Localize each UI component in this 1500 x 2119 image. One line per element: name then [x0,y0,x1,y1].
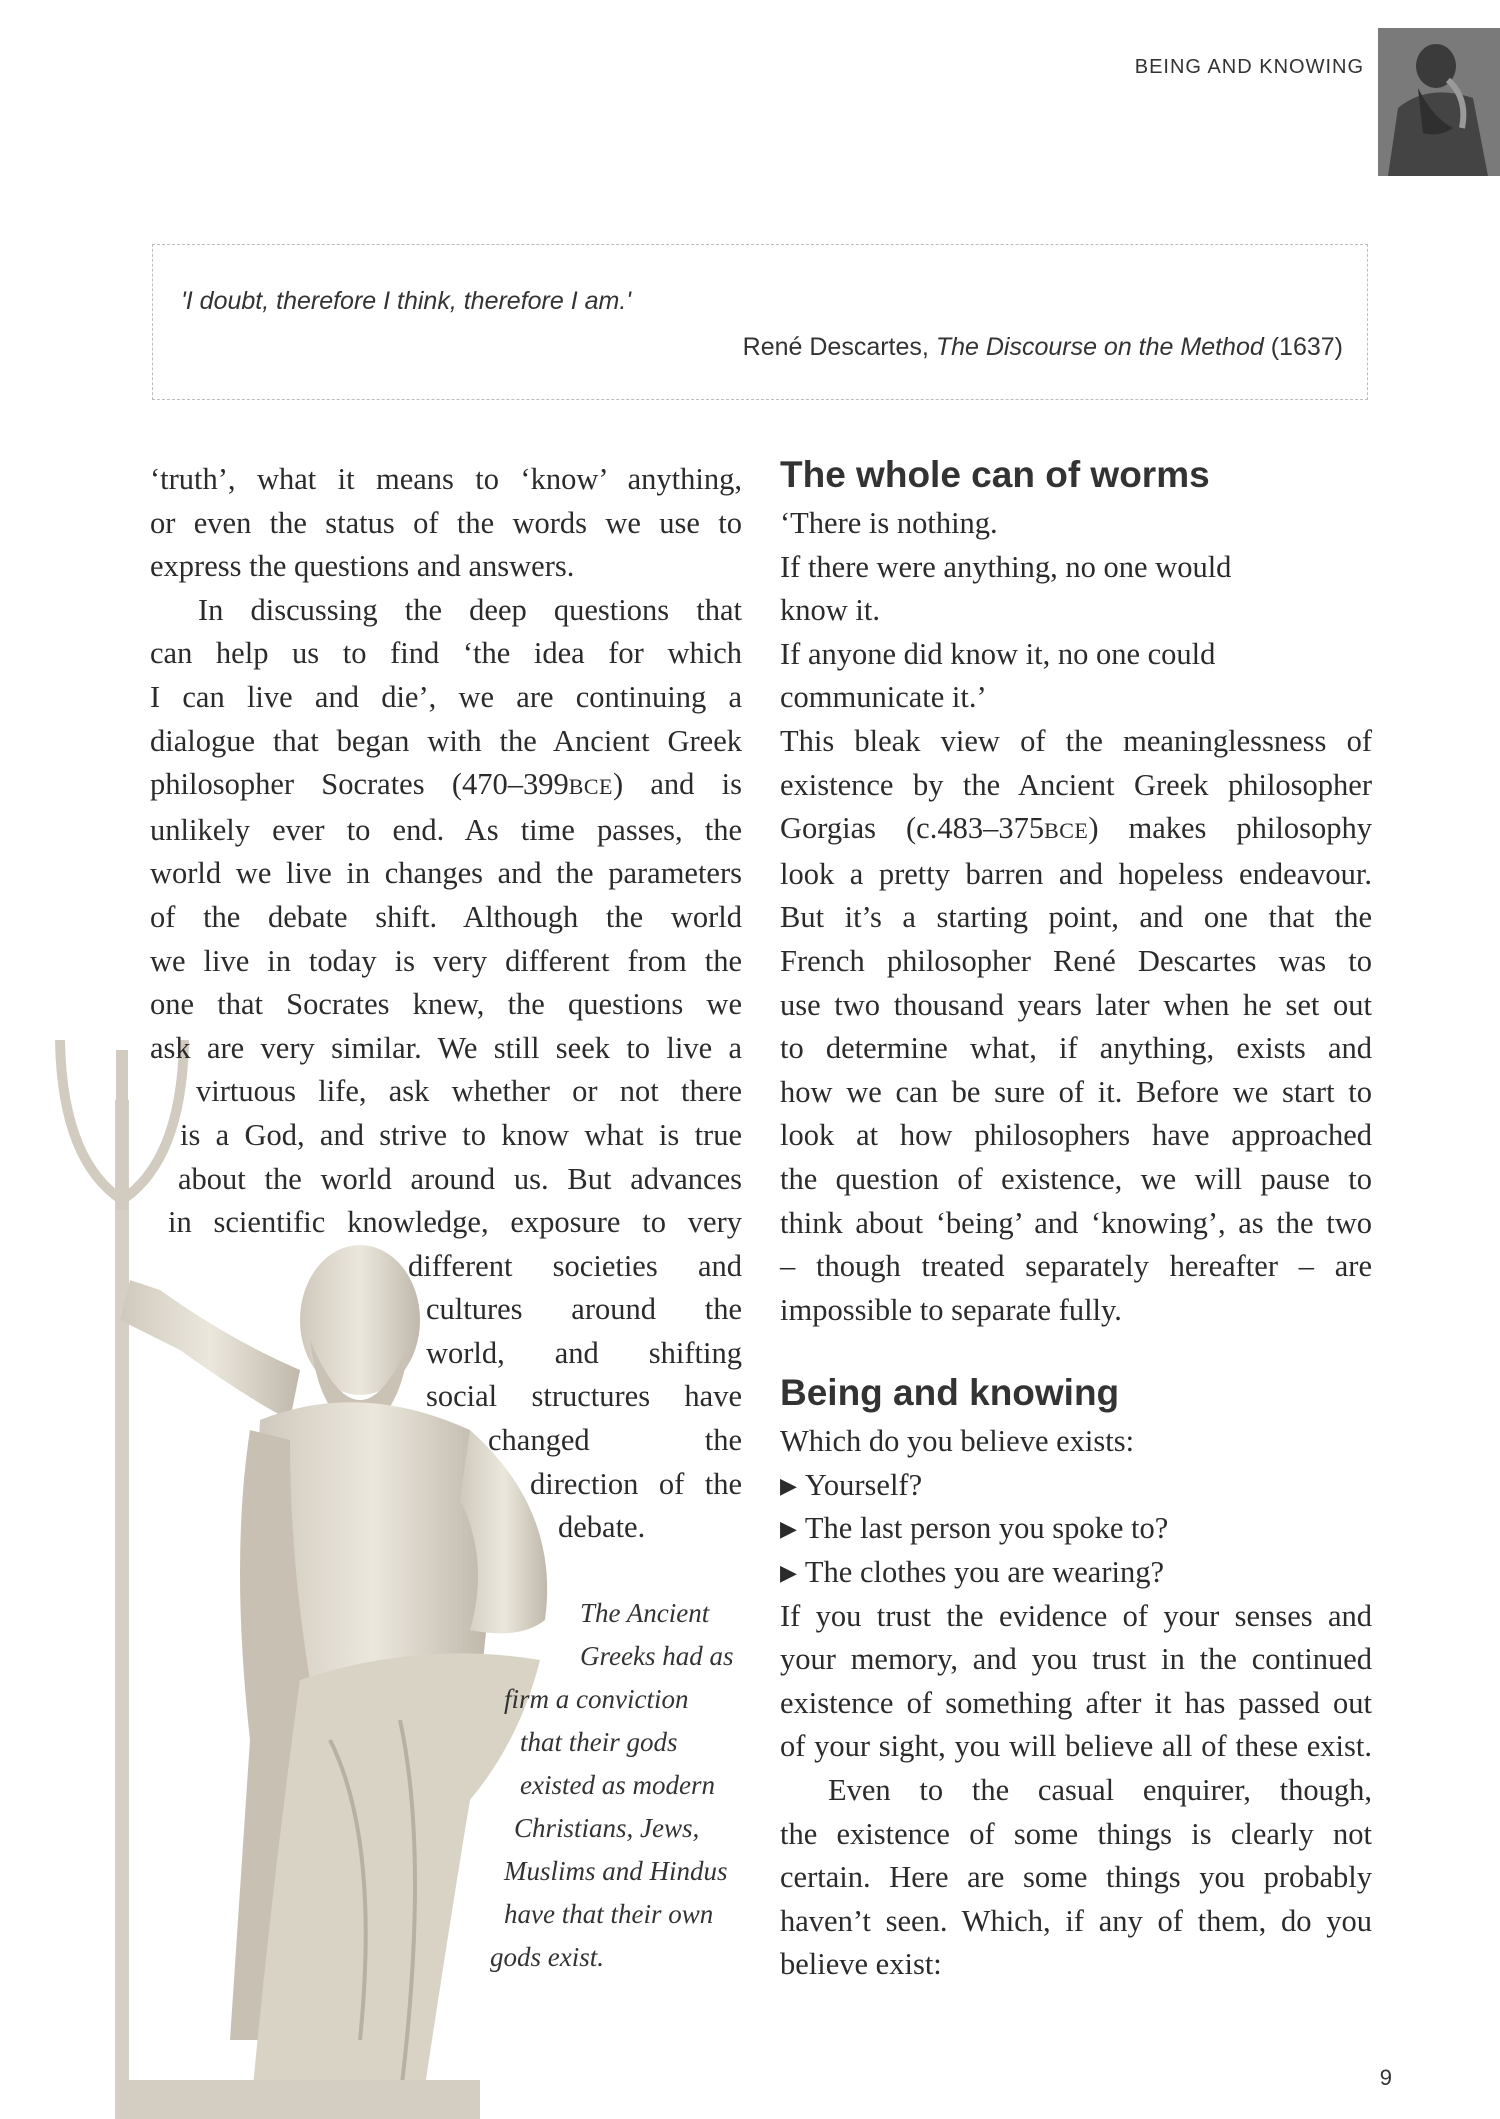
left-line: unlikely ever to end. As time passes, the [150,812,742,847]
caption-line: Christians, Jews, [514,1813,700,1843]
left-line: debate. [558,1510,646,1545]
section-header: BEING AND KNOWING [1134,56,1364,78]
epigraph-year: (1637) [1270,333,1343,361]
left-line: we live in today is very different from the [150,943,742,978]
left-line: different societies and [408,1248,742,1283]
para-line: believe exist: [780,1947,942,1982]
left-line: one that Socrates knew, the questions we [150,987,742,1022]
gorgias-quote-line: If there were anything, no one would [780,549,1232,584]
thinker-thumbnail-icon [1378,28,1500,176]
caption-line: Muslims and Hindus [504,1856,728,1886]
para-line: certain. Here are some things you probably [780,1860,1372,1895]
epigraph-attribution [743,333,1343,362]
left-line [150,763,742,809]
gorgias-quote-line: communicate it.’ [780,680,987,715]
left-line: express the questions and answers. [150,549,575,584]
para-line: Even to the casual enquirer, though, [828,1773,1372,1808]
bullet-text: The clothes you are wearing? [804,1555,1164,1590]
left-line: about the world around us. But advances [178,1161,742,1196]
bullet-text: Yourself? [804,1467,923,1502]
bullet-arrow-icon: ▶ [780,1472,797,1498]
left-line: cultures around the [426,1292,742,1327]
left-line: in scientific knowledge, exposure to very [168,1205,742,1240]
left-line: world we live in changes and the parameters [150,856,742,891]
para-line: existence by the Ancient Greek philosopher [780,767,1372,802]
left-line: world, and shifting [426,1335,742,1370]
caption-line: Greeks had as [580,1641,734,1671]
para-line [780,807,1372,853]
epigraph-quote-box [152,244,1368,400]
heading-whole-can-of-worms: The whole can of worms [780,454,1210,495]
left-line: virtuous life, ask whether or not there [196,1074,742,1109]
caption-line: The Ancient [580,1598,710,1628]
left-line: direction of the [530,1466,742,1501]
left-line: is a God, and strive to know what is true [180,1117,742,1152]
heading-being-and-knowing: Being and knowing [780,1372,1120,1414]
para-line: use two thousand years later when he set out [780,987,1372,1022]
para-line: the question of existence, we will pause to [780,1161,1372,1196]
caption-line: gods exist. [490,1942,604,1972]
caption-line: have that their own [504,1899,714,1929]
para-line: look a pretty barren and hopeless endeavour. [780,856,1372,891]
gorgias-quote-line: know it. [780,593,880,628]
left-line: In discussing the deep questions that [198,592,742,627]
para-line: existence of something after it has passed out [780,1685,1372,1720]
bullet-item [780,1551,1372,1595]
question-line: Which do you believe exists: [780,1424,1135,1459]
left-line: dialogue that began with the Ancient Greek [150,723,742,758]
para-line-part: ) makes philosophy [1088,811,1372,846]
left-line: of the debate shift. Although the world [150,899,742,934]
statue-caption [470,1592,750,1979]
para-line: – though treated separately hereafter – are [780,1249,1372,1284]
para-line: think about ‘being’ and ‘knowing’, as the two [780,1205,1372,1240]
caption-line: existed as modern [520,1770,715,1800]
left-line-part: ) and is [612,767,742,802]
right-column [780,452,1372,1987]
para-line: look at how philosophers have approached [780,1118,1372,1153]
gorgias-quote-line: ‘There is nothing. [780,506,998,540]
bullet-arrow-icon: ▶ [780,1516,797,1542]
para-line: your memory, and you trust in the continued [780,1642,1372,1677]
epigraph-text: 'I doubt, therefore I think, therefore I am.' [181,287,632,315]
caption-line: firm a conviction [504,1684,689,1714]
era-abbrev: BCE [568,774,613,800]
epigraph-work: The Discourse on the Method [935,333,1264,361]
para-line: This bleak view of the meaninglessness of [780,723,1372,758]
page-number: 9 [1379,2065,1392,2090]
para-line: haven’t seen. Which, if any of them, do you [780,1903,1372,1938]
left-column [150,458,742,1550]
bullet-item [780,1507,1372,1551]
para-line-part: Gorgias (c.483–375 [780,811,1045,846]
bullet-text: The last person you spoke to? [804,1511,1169,1546]
left-line: changed the [488,1423,742,1458]
left-line: or even the status of the words we use to [150,505,742,540]
era-abbrev: BCE [1044,818,1089,844]
caption-line: that their gods [520,1727,678,1757]
para-line: how we can be sure of it. Before we start to [780,1074,1372,1109]
bullet-item [780,1464,1372,1508]
left-line-part: philosopher Socrates (470–399 [150,767,569,802]
left-line: ask are very similar. We still seek to live a [150,1030,742,1065]
para-line: But it’s a starting point, and one that the [780,900,1372,935]
para-line: French philosopher René Descartes was to [780,943,1372,978]
bullet-arrow-icon: ▶ [780,1560,797,1586]
epigraph-author: René Descartes, [742,333,929,361]
para-line: the existence of some things is clearly not [780,1816,1372,1851]
left-line: can help us to find ‘the idea for which [150,636,742,671]
left-line: ‘truth’, what it means to ‘know’ anything, [150,462,742,496]
para-line: If you trust the evidence of your senses and [780,1598,1372,1633]
para-line: impossible to separate fully. [780,1292,1122,1327]
left-line: I can live and die’, we are continuing a [150,679,742,714]
gorgias-quote-line: If anyone did know it, no one could [780,636,1216,671]
para-line: to determine what, if anything, exists and [780,1031,1372,1066]
left-line: social structures have [426,1379,742,1414]
para-line: of your sight, you will believe all of these exist. [780,1729,1372,1764]
